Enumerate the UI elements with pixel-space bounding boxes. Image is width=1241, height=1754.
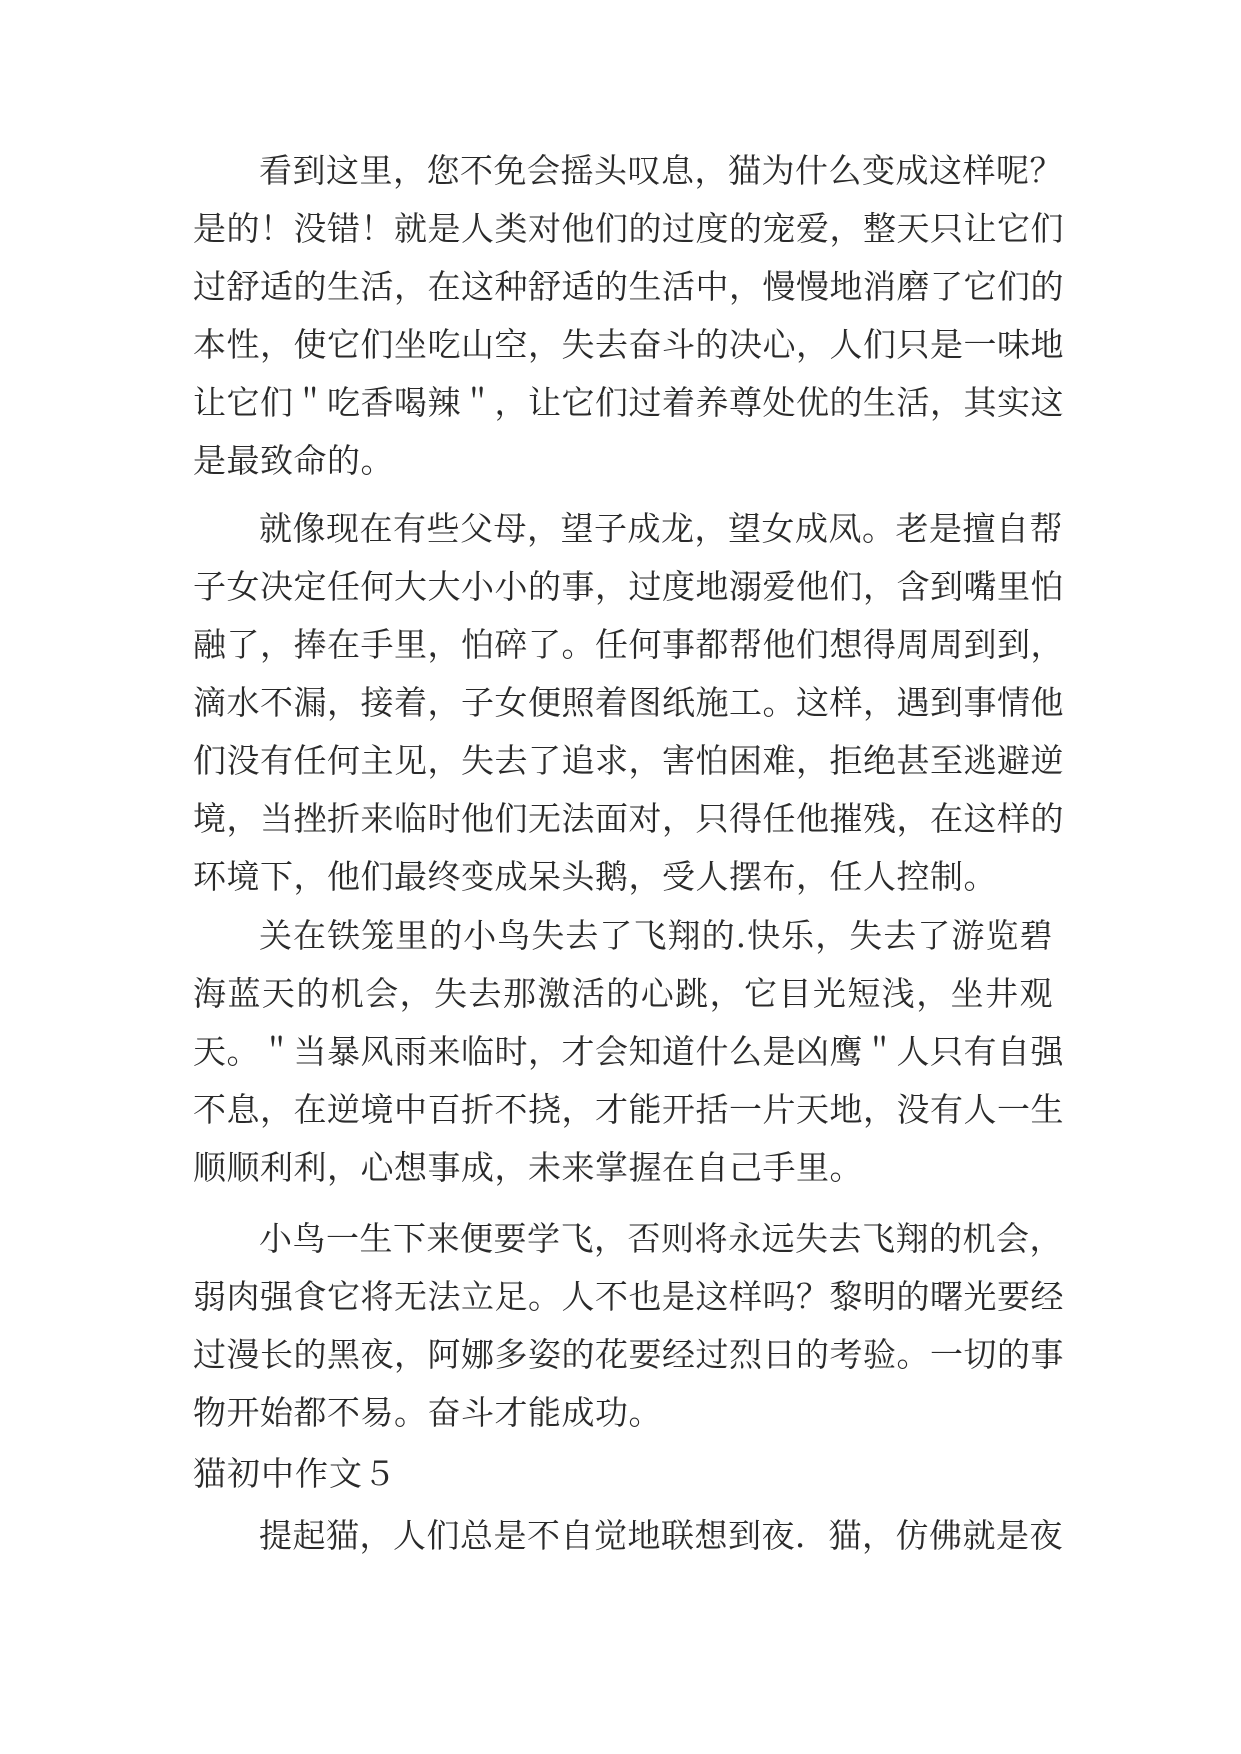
paragraph-1-line-4: 本性，使它们坐吃山空，失去奋斗的决心，人们只是一味地: [193, 325, 1064, 364]
paragraph-3-line-5: 顺顺利利，心想事成，未来掌握在自己手里。: [193, 1148, 863, 1187]
paragraph-2-line-7: 环境下，他们最终变成呆头鹅，受人摆布，任人控制。: [193, 857, 997, 896]
paragraph-2-line-4: 滴水不漏，接着，子女便照着图纸施工。这样，遇到事情他: [193, 683, 1064, 722]
paragraph-2-line-1: 就像现在有些父母，望子成龙，望女成凤。老是擅自帮: [259, 509, 1063, 548]
section-heading: 猫初中作文５: [193, 1454, 397, 1493]
paragraph-2-line-6: 境，当挫折来临时他们无法面对，只得任他摧残，在这样的: [193, 799, 1064, 838]
paragraph-5-line-1: 提起猫，人们总是不自觉地联想到夜．猫，仿佛就是夜: [259, 1516, 1063, 1555]
paragraph-4-line-4: 物开始都不易。奋斗才能成功。: [193, 1393, 662, 1432]
paragraph-3-line-4: 不息，在逆境中百折不挠，才能开括一片天地，没有人一生: [193, 1090, 1064, 1129]
paragraph-1-line-5: 让它们＂吃香喝辣＂，让它们过着养尊处优的生活，其实这: [193, 383, 1064, 422]
paragraph-4-line-2: 弱肉强食它将无法立足。人不也是这样吗？黎明的曙光要经: [193, 1277, 1064, 1316]
paragraph-4-line-3: 过漫长的黑夜，阿娜多姿的花要经过烈日的考验。一切的事: [193, 1335, 1064, 1374]
paragraph-4-line-1: 小鸟一生下来便要学飞，否则将永远失去飞翔的机会，: [259, 1219, 1063, 1258]
paragraph-1-line-1: 看到这里，您不免会摇头叹息，猫为什么变成这样呢？: [259, 151, 1063, 190]
paragraph-1-line-6: 是最致命的。: [193, 441, 394, 480]
paragraph-2-line-2: 子女决定任何大大小小的事，过度地溺爱他们，含到嘴里怕: [193, 567, 1064, 606]
paragraph-2-line-5: 们没有任何主见，失去了追求，害怕困难，拒绝甚至逃避逆: [193, 741, 1064, 780]
paragraph-3-line-1: 关在铁笼里的小鸟失去了飞翔的.快乐，失去了游览碧: [259, 916, 1053, 955]
paragraph-2-line-3: 融了，捧在手里，怕碎了。任何事都帮他们想得周周到到，: [193, 625, 1064, 664]
paragraph-3-line-3: 天。＂当暴风雨来临时，才会知道什么是凶鹰＂人只有自强: [193, 1032, 1064, 1071]
paragraph-1-line-3: 过舒适的生活，在这种舒适的生活中，慢慢地消磨了它们的: [193, 267, 1064, 306]
paragraph-3-line-2: 海蓝天的机会，失去那激活的心跳，它目光短浅，坐井观: [193, 974, 1053, 1013]
paragraph-1-line-2: 是的！没错！就是人类对他们的过度的宠爱，整天只让它们: [193, 209, 1064, 248]
